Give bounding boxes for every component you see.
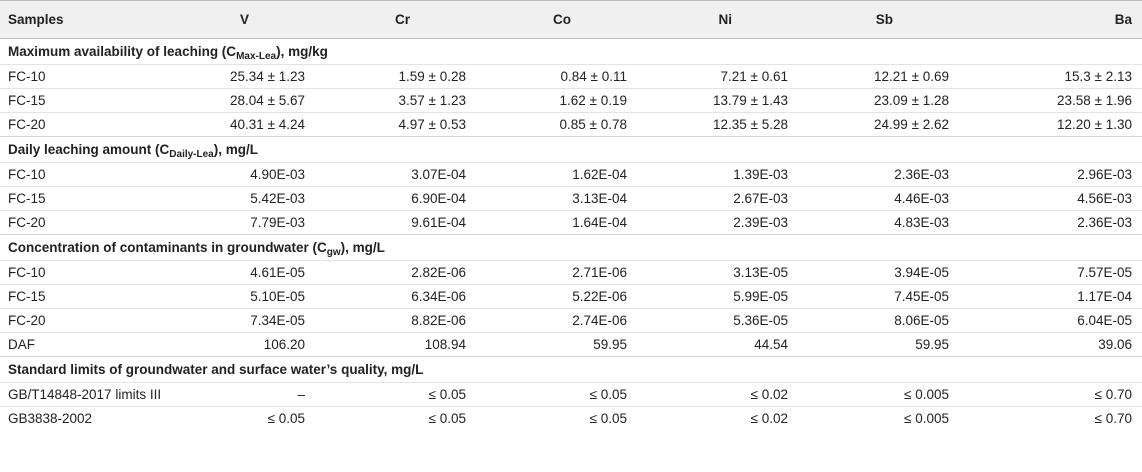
value-cell-v: 25.34 ± 1.23 [176,65,337,89]
value-cell-ni: 12.35 ± 5.28 [659,113,820,137]
header-row [0,1,1142,39]
table-row [0,89,1142,113]
sample-label: FC-10 [0,261,176,285]
sample-label: FC-20 [0,309,176,333]
value-cell-v: 40.31 ± 4.24 [176,113,337,137]
value-cell-co: ≤ 0.05 [498,383,659,407]
value-cell-co: ≤ 0.05 [498,407,659,431]
value-cell-cr: 2.82E-06 [337,261,498,285]
value-cell-ba: ≤ 0.70 [981,383,1142,407]
value-cell-cr: 9.61E-04 [337,211,498,235]
sample-label: FC-15 [0,89,176,113]
value-cell-sb: 8.06E-05 [820,309,981,333]
table-row [0,407,1142,431]
table-row [0,65,1142,89]
section-title-text: Maximum availability of leaching (C [8,44,237,59]
value-cell-v: 28.04 ± 5.67 [176,89,337,113]
sample-label: FC-15 [0,187,176,211]
value-cell-ni: 13.79 ± 1.43 [659,89,820,113]
section-title [0,137,1142,163]
value-cell-ni: 7.21 ± 0.61 [659,65,820,89]
section-title-text: Concentration of contaminants in groundwater (C [8,240,327,255]
header-element-cr: Cr [337,1,498,39]
header-element-co: Co [498,1,659,39]
section-title [0,39,1142,65]
value-cell-cr: 108.94 [337,333,498,357]
value-cell-sb: 4.46E-03 [820,187,981,211]
sample-label: GB/T14848-2017 limits III [0,383,176,407]
value-cell-sb: 23.09 ± 1.28 [820,89,981,113]
table-row [0,309,1142,333]
value-cell-ni: 5.36E-05 [659,309,820,333]
section-title-subscript: gw [326,247,341,258]
sample-label: FC-10 [0,163,176,187]
value-cell-sb: 24.99 ± 2.62 [820,113,981,137]
value-cell-co: 2.71E-06 [498,261,659,285]
value-cell-v: – [176,383,337,407]
value-cell-sb: 2.36E-03 [820,163,981,187]
header-element-sb: Sb [820,1,981,39]
table-row [0,383,1142,407]
table-row [0,285,1142,309]
header-element-ni: Ni [659,1,820,39]
value-cell-co: 1.62 ± 0.19 [498,89,659,113]
section-title-text: Daily leaching amount (C [8,142,170,157]
table-row [0,261,1142,285]
section-header-row [0,357,1142,383]
sample-label: DAF [0,333,176,357]
value-cell-co: 0.85 ± 0.78 [498,113,659,137]
value-cell-ni: ≤ 0.02 [659,383,820,407]
value-cell-ba: 6.04E-05 [981,309,1142,333]
value-cell-sb: ≤ 0.005 [820,383,981,407]
value-cell-v: 5.10E-05 [176,285,337,309]
value-cell-ba: 2.96E-03 [981,163,1142,187]
value-cell-sb: 3.94E-05 [820,261,981,285]
value-cell-cr: 6.34E-06 [337,285,498,309]
value-cell-cr: ≤ 0.05 [337,407,498,431]
value-cell-ba: 7.57E-05 [981,261,1142,285]
value-cell-cr: 3.57 ± 1.23 [337,89,498,113]
table-row [0,333,1142,357]
section-title-unit: ), mg/L [213,142,258,157]
value-cell-ba: 12.20 ± 1.30 [981,113,1142,137]
value-cell-ni: 1.39E-03 [659,163,820,187]
header-element-ba: Ba [981,1,1142,39]
section-title-subscript: Max-Lea [236,51,277,62]
value-cell-ba: 4.56E-03 [981,187,1142,211]
sample-label: FC-20 [0,211,176,235]
table-header [0,1,1142,39]
section-header-row [0,39,1142,65]
value-cell-cr: 4.97 ± 0.53 [337,113,498,137]
section-header-row [0,137,1142,163]
value-cell-ni: 2.39E-03 [659,211,820,235]
value-cell-v: 5.42E-03 [176,187,337,211]
value-cell-v: ≤ 0.05 [176,407,337,431]
value-cell-ba: 1.17E-04 [981,285,1142,309]
value-cell-co: 2.74E-06 [498,309,659,333]
section-title [0,357,1142,383]
value-cell-sb: 7.45E-05 [820,285,981,309]
table-body [0,39,1142,431]
value-cell-ni: ≤ 0.02 [659,407,820,431]
section-header-row [0,235,1142,261]
section-title-text: Standard limits of groundwater and surface water’s quality, mg/L [8,362,424,377]
sample-label: FC-20 [0,113,176,137]
table-row [0,113,1142,137]
value-cell-co: 5.22E-06 [498,285,659,309]
value-cell-sb: 4.83E-03 [820,211,981,235]
table-row [0,211,1142,235]
value-cell-cr: 6.90E-04 [337,187,498,211]
table-row [0,187,1142,211]
sample-label: GB3838-2002 [0,407,176,431]
section-title-subscript: Daily-Lea [169,149,214,160]
value-cell-ba: 23.58 ± 1.96 [981,89,1142,113]
sample-label: FC-15 [0,285,176,309]
sample-label: FC-10 [0,65,176,89]
value-cell-ba: 2.36E-03 [981,211,1142,235]
value-cell-ba: 15.3 ± 2.13 [981,65,1142,89]
value-cell-ni: 2.67E-03 [659,187,820,211]
value-cell-ba: ≤ 0.70 [981,407,1142,431]
value-cell-co: 3.13E-04 [498,187,659,211]
table-row [0,163,1142,187]
value-cell-co: 1.62E-04 [498,163,659,187]
value-cell-ni: 5.99E-05 [659,285,820,309]
value-cell-v: 106.20 [176,333,337,357]
value-cell-v: 4.61E-05 [176,261,337,285]
value-cell-ni: 3.13E-05 [659,261,820,285]
value-cell-co: 59.95 [498,333,659,357]
value-cell-co: 0.84 ± 0.11 [498,65,659,89]
value-cell-sb: ≤ 0.005 [820,407,981,431]
value-cell-ba: 39.06 [981,333,1142,357]
value-cell-sb: 12.21 ± 0.69 [820,65,981,89]
section-title [0,235,1142,261]
value-cell-cr: 1.59 ± 0.28 [337,65,498,89]
value-cell-v: 4.90E-03 [176,163,337,187]
value-cell-sb: 59.95 [820,333,981,357]
section-title-unit: ), mg/kg [276,44,328,59]
header-samples: Samples [0,1,176,39]
value-cell-cr: 8.82E-06 [337,309,498,333]
section-title-unit: ), mg/L [340,240,385,255]
value-cell-ni: 44.54 [659,333,820,357]
value-cell-v: 7.34E-05 [176,309,337,333]
value-cell-co: 1.64E-04 [498,211,659,235]
value-cell-cr: 3.07E-04 [337,163,498,187]
value-cell-v: 7.79E-03 [176,211,337,235]
header-element-v: V [176,1,337,39]
value-cell-cr: ≤ 0.05 [337,383,498,407]
